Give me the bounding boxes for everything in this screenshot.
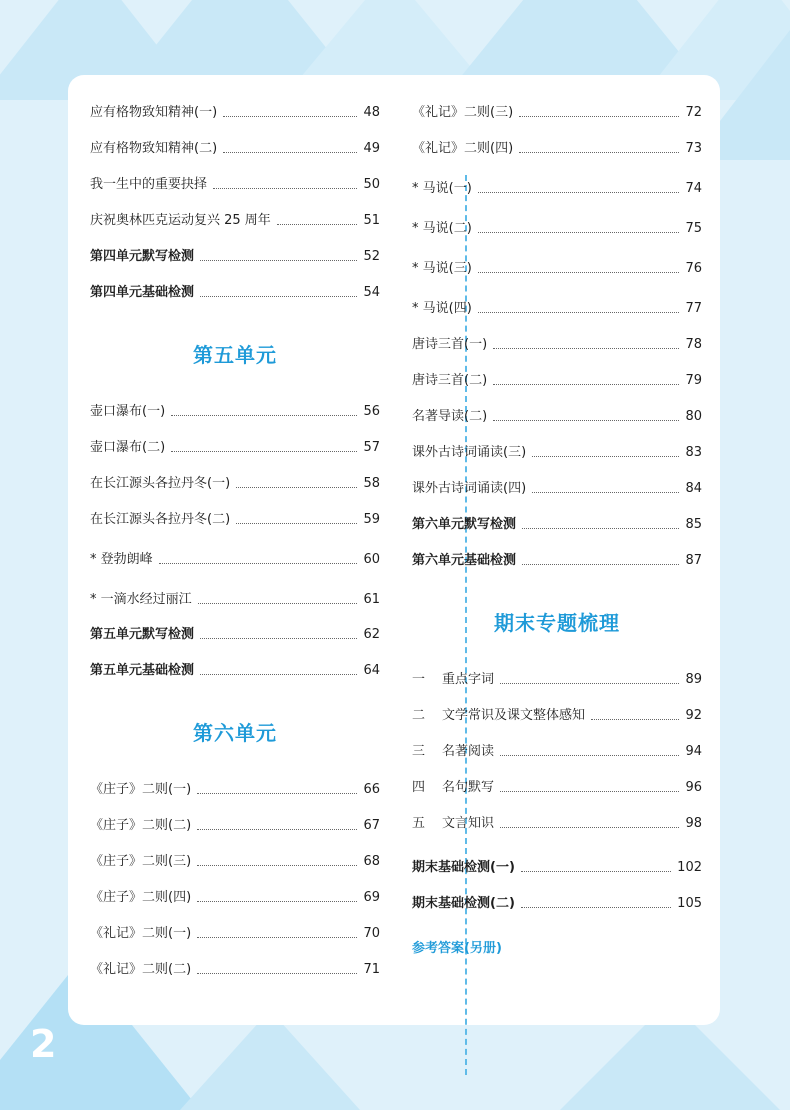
toc-entry[interactable] <box>90 437 380 459</box>
entry-page: 48 <box>363 105 380 120</box>
leader-dots <box>478 272 680 273</box>
leader-dots <box>478 192 680 193</box>
background-triangle <box>180 1010 360 1110</box>
entry-title: 《庄子》二则(二) <box>90 818 192 833</box>
entry-page: 76 <box>685 261 702 276</box>
entry-page: 62 <box>363 627 380 642</box>
entry-page: 84 <box>685 481 702 496</box>
entry-title: 文学常识及课文整体感知 <box>442 708 586 723</box>
toc-card <box>68 75 720 1025</box>
entry-title: 《庄子》二则(四) <box>90 890 192 905</box>
entry-title: * 马说(四) <box>412 301 472 316</box>
leader-dots <box>223 116 357 117</box>
toc-entry[interactable] <box>90 624 380 646</box>
leader-dots <box>197 865 357 866</box>
leader-dots <box>493 420 679 421</box>
leader-dots <box>159 563 358 564</box>
entry-page: 54 <box>363 285 380 300</box>
leader-dots <box>223 152 357 153</box>
entry-title: 第六单元默写检测 <box>412 517 517 532</box>
toc-entry[interactable] <box>90 660 380 682</box>
entry-title: 唐诗三首(二) <box>412 373 488 388</box>
leader-dots <box>197 901 357 902</box>
entry-page: 74 <box>685 181 702 196</box>
toc-entry[interactable] <box>90 246 380 268</box>
entry-title: 壶口瀑布(一) <box>90 404 166 419</box>
entry-page: 72 <box>685 105 702 120</box>
toc-entry[interactable] <box>90 589 380 611</box>
toc-entry[interactable] <box>90 815 380 837</box>
toc-entry[interactable] <box>412 777 702 799</box>
entry-title: 第五单元默写检测 <box>90 627 195 642</box>
leader-dots <box>500 683 679 684</box>
toc-entry[interactable] <box>90 509 380 531</box>
entry-number: 五 <box>412 816 426 831</box>
entry-page: 60 <box>363 552 380 567</box>
entry-title: * 一滴水经过丽江 <box>90 592 192 607</box>
unit6-heading: 第六单元 <box>193 721 277 745</box>
entry-page: 52 <box>363 249 380 264</box>
toc-entry[interactable] <box>412 705 702 727</box>
entry-title: 应有格物致知精神(一) <box>90 105 218 120</box>
entry-title: * 登勃朗峰 <box>90 552 153 567</box>
entry-page: 68 <box>363 854 380 869</box>
entry-title: 第六单元基础检测 <box>412 553 517 568</box>
toc-entry[interactable] <box>90 887 380 909</box>
toc-entry[interactable] <box>412 550 702 572</box>
entry-title: 重点字词 <box>442 672 495 687</box>
toc-entry[interactable] <box>412 893 702 915</box>
entry-page: 79 <box>685 373 702 388</box>
entry-page: 94 <box>685 744 702 759</box>
entry-title: 名著导读(二) <box>412 409 488 424</box>
entry-page: 89 <box>685 672 702 687</box>
entry-page: 70 <box>363 926 380 941</box>
entry-page: 49 <box>363 141 380 156</box>
entry-page: 80 <box>685 409 702 424</box>
toc-entry[interactable] <box>90 779 380 801</box>
entry-title: 我一生中的重要抉择 <box>90 177 208 192</box>
leader-dots <box>478 312 680 313</box>
leader-dots <box>591 719 679 720</box>
leader-dots <box>522 564 679 565</box>
entry-number: 三 <box>412 744 426 759</box>
toc-entry[interactable] <box>90 959 380 981</box>
entry-page: 73 <box>685 141 702 156</box>
leader-dots <box>532 492 679 493</box>
leader-dots <box>200 260 357 261</box>
leader-dots <box>500 755 679 756</box>
entry-page: 96 <box>685 780 702 795</box>
leader-dots <box>500 791 679 792</box>
leader-dots <box>522 528 679 529</box>
leader-dots <box>200 296 357 297</box>
answers-note[interactable]: 参考答案(另册) <box>412 941 502 956</box>
toc-entry[interactable] <box>90 174 380 196</box>
entry-page: 105 <box>677 896 702 911</box>
entry-page: 87 <box>685 553 702 568</box>
entry-page: 98 <box>685 816 702 831</box>
toc-entry[interactable] <box>412 370 702 392</box>
leader-dots <box>236 487 357 488</box>
toc-entry[interactable] <box>412 334 702 356</box>
entry-page: 64 <box>363 663 380 678</box>
toc-entry[interactable] <box>90 138 380 160</box>
entry-page: 78 <box>685 337 702 352</box>
leader-dots <box>197 973 357 974</box>
leader-dots <box>197 829 357 830</box>
leader-dots <box>213 188 357 189</box>
entry-title: * 马说(一) <box>412 181 472 196</box>
entry-number: 二 <box>412 708 426 723</box>
toc-entry[interactable] <box>412 258 702 280</box>
entry-number: 四 <box>412 780 426 795</box>
entry-title: 《庄子》二则(一) <box>90 782 192 797</box>
toc-entry[interactable] <box>412 102 702 124</box>
entry-title: 应有格物致知精神(二) <box>90 141 218 156</box>
toc-entry[interactable] <box>412 138 702 160</box>
leader-dots <box>197 793 357 794</box>
toc-entry[interactable] <box>90 923 380 945</box>
entry-page: 51 <box>363 213 380 228</box>
toc-entry[interactable] <box>412 857 702 879</box>
entry-title: 第五单元基础检测 <box>90 663 195 678</box>
leader-dots <box>519 152 679 153</box>
entry-title: 文言知识 <box>442 816 495 831</box>
entry-title: 课外古诗词诵读(四) <box>412 481 527 496</box>
entry-title: 《礼记》二则(四) <box>412 141 514 156</box>
leader-dots <box>493 384 679 385</box>
entry-page: 58 <box>363 476 380 491</box>
entry-title: 《礼记》二则(二) <box>90 962 192 977</box>
leader-dots <box>236 523 357 524</box>
entry-page: 69 <box>363 890 380 905</box>
leader-dots <box>521 871 671 872</box>
entry-title: 名句默写 <box>442 780 495 795</box>
toc-entry[interactable] <box>90 473 380 495</box>
entry-number: 一 <box>412 672 426 687</box>
entry-title: 庆祝奥林匹克运动复兴 25 周年 <box>90 213 271 228</box>
leader-dots <box>171 415 357 416</box>
entry-title: 《礼记》二则(三) <box>412 105 514 120</box>
entry-page: 59 <box>363 512 380 527</box>
entry-title: 《庄子》二则(三) <box>90 854 192 869</box>
leader-dots <box>500 827 679 828</box>
unit5-heading: 第五单元 <box>193 343 277 367</box>
entry-title: 在长江源头各拉丹冬(二) <box>90 512 231 527</box>
toc-entry[interactable] <box>90 102 380 124</box>
leader-dots <box>200 638 357 639</box>
leader-dots <box>200 674 357 675</box>
entry-page: 57 <box>363 440 380 455</box>
entry-title: * 马说(三) <box>412 261 472 276</box>
toc-entry[interactable] <box>412 669 702 691</box>
entry-title: 名著阅读 <box>442 744 495 759</box>
leader-dots <box>197 937 357 938</box>
entry-page: 77 <box>685 301 702 316</box>
entry-page: 67 <box>363 818 380 833</box>
toc-entry[interactable] <box>412 813 702 835</box>
entry-page: 56 <box>363 404 380 419</box>
toc-entry[interactable] <box>412 218 702 240</box>
leader-dots <box>493 348 679 349</box>
entry-title: 期末基础检测(一) <box>412 860 515 875</box>
toc-entry[interactable] <box>412 298 702 320</box>
toc-entry[interactable] <box>412 741 702 763</box>
toc-entry[interactable] <box>412 478 702 500</box>
entry-title: 唐诗三首(一) <box>412 337 488 352</box>
entry-title: 期末基础检测(二) <box>412 896 515 911</box>
leader-dots <box>198 603 358 604</box>
toc-entry[interactable] <box>412 178 702 200</box>
entry-page: 50 <box>363 177 380 192</box>
leader-dots <box>171 451 357 452</box>
leader-dots <box>521 907 671 908</box>
toc-entry[interactable] <box>90 549 380 571</box>
entry-page: 102 <box>677 860 702 875</box>
leader-dots <box>277 224 358 225</box>
entry-title: 《礼记》二则(一) <box>90 926 192 941</box>
leader-dots <box>519 116 679 117</box>
page-number: 2 <box>30 1022 57 1066</box>
final-review-heading: 期末专题梳理 <box>494 611 620 635</box>
toc-entry[interactable] <box>412 514 702 536</box>
entry-title: 壶口瀑布(二) <box>90 440 166 455</box>
toc-entry[interactable] <box>90 282 380 304</box>
entry-title: 第四单元基础检测 <box>90 285 195 300</box>
toc-entry[interactable] <box>90 210 380 232</box>
leader-dots <box>478 232 680 233</box>
entry-page: 61 <box>363 592 380 607</box>
entry-page: 71 <box>363 962 380 977</box>
entry-title: 课外古诗词诵读(三) <box>412 445 527 460</box>
leader-dots <box>532 456 679 457</box>
toc-entry[interactable] <box>90 851 380 873</box>
entry-title: 第四单元默写检测 <box>90 249 195 264</box>
toc-entry[interactable] <box>90 401 380 423</box>
entry-title: 在长江源头各拉丹冬(一) <box>90 476 231 491</box>
entry-title: * 马说(二) <box>412 221 472 236</box>
entry-page: 75 <box>685 221 702 236</box>
toc-entry[interactable] <box>412 442 702 464</box>
entry-page: 92 <box>685 708 702 723</box>
entry-page: 85 <box>685 517 702 532</box>
toc-entry[interactable] <box>412 406 702 428</box>
entry-page: 66 <box>363 782 380 797</box>
entry-page: 83 <box>685 445 702 460</box>
